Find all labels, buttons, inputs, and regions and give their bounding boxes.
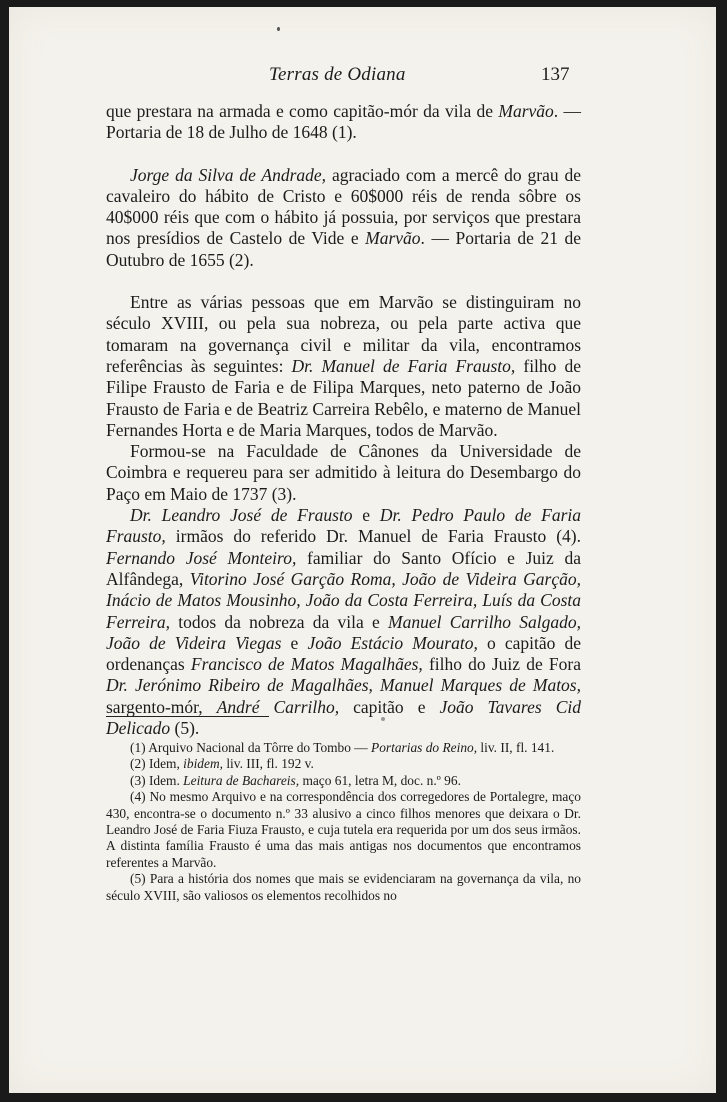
paragraph: [106, 441, 581, 505]
italic-run: João Tavares Cid Delicado: [106, 696, 581, 739]
paragraph-gap: [106, 271, 581, 292]
text-run: (4) No mesmo Arquivo e na correspondência dos corregedores de Portalegre, maço 430, encontra-se o documento n.º 33 alusivo a cinco filhos menores que deixara o Dr. Leandro José de Faria Fiuza Frausto, e cuja tutela era requerida por um dos seus irmãos. A distinta família Frausto é uma das mais antigas nos documentos que encontramos referentes a Marvão.: [106, 789, 581, 870]
text-run: capitão e: [339, 696, 440, 717]
italic-run: André Carrilho,: [216, 696, 340, 717]
page-header: [9, 64, 716, 90]
italic-run: Vitorino José Garção Roma, João de Videira Garção, Inácio de Matos Mousinho, João da Costa Ferreira, Luís da Costa Ferreira,: [106, 568, 581, 632]
italic-run: Portarias do Reino,: [371, 740, 478, 755]
footnote: [106, 773, 581, 789]
text-run: familiar do Santo Ofício e Juiz da Alfândega,: [106, 547, 581, 589]
footnote-divider: [106, 716, 269, 717]
footnote: [106, 789, 581, 871]
text-run: (3) Idem.: [130, 772, 184, 788]
italic-run: Francisco de Matos Magalhães,: [190, 654, 423, 675]
italic-run: Dr. Jerónimo Ribeiro de Magalhães, Manuel Marques de Matos,: [106, 675, 581, 696]
text-run: . — Portaria de 21 de Outubro de 1655 (2).: [106, 228, 581, 270]
text-run: (2) Idem,: [130, 756, 184, 772]
text-run: filho do Juiz de Fora: [422, 654, 581, 675]
footnote: [106, 756, 581, 772]
text-run: sargento-mór,: [106, 696, 217, 717]
paragraph: [106, 165, 581, 271]
italic-run: Dr. Pedro Paulo de Faria Frausto,: [106, 505, 581, 547]
italic-run: Manuel Carrilho Salgado, João de Videira Viegas: [106, 611, 581, 653]
book-page: [9, 7, 716, 1093]
text-run: e: [352, 505, 380, 526]
text-run: filho de Filipe Frausto de Faria e de Filipa Marques, neto paterno de João Frausto de Faria e de Beatriz Carreira Rebêlo, e materno de Manuel Fernandes Horta e de Maria Marques, todos de Marvão.: [106, 355, 581, 440]
main-text: [106, 101, 581, 739]
text-run: que prestara na armada e como capitão-mór da vila de: [106, 101, 499, 121]
italic-run: Dr. Leandro José de Frausto: [130, 505, 353, 526]
text-run: liv. III, fl. 192 v.: [222, 756, 314, 772]
italic-run: Dr. Manuel de Faria Frausto,: [291, 355, 516, 376]
text-run: agraciado com a mercê do grau de cavaleiro do hábito de Cristo e 60$000 réis de renda sôbre os 40$000 réis que com o hábito já possuia, por serviços que prestara nos presídios de Castelo de Vide e: [106, 164, 581, 249]
text-run: irmãos do referido Dr. Manuel de Faria Frausto (4).: [165, 526, 581, 547]
italic-run: João Estácio Mourato,: [307, 632, 478, 653]
text-run: o capitão de ordenanças: [106, 632, 582, 675]
text-run: liv. II, fl. 141.: [477, 740, 555, 755]
text-run: (5) Para a história dos nomes que mais se evidenciaram na governança da vila, no século XVIII, são valiosos os elementos recolhidos no: [106, 871, 581, 903]
text-run: (1) Arquivo Nacional da Tôrre do Tombo —: [130, 740, 372, 755]
paragraph: [106, 101, 581, 144]
text-run: (5).: [170, 718, 200, 739]
paragraph: [106, 292, 581, 441]
text-run: maço 61, letra M, doc. n.º 96.: [299, 772, 461, 788]
text-run: Entre as várias pessoas que em Marvão se distinguiram no século XVIII, ou pela sua nobreza, ou pela parte activa que tomaram na governança civil e militar da vila, encontramos referências às seguintes:: [106, 292, 581, 376]
text-run: e: [281, 632, 308, 653]
italic-run: Leitura de Bachareis,: [183, 772, 300, 788]
running-title: Terras de Odiana: [269, 64, 406, 85]
footnote: [106, 871, 581, 904]
paragraph: [106, 505, 581, 739]
italic-run: Jorge da Silva de Andrade,: [130, 164, 327, 185]
italic-run: Marvão: [498, 101, 554, 121]
text-run: . — Portaria de 18 de Julho de 1648 (1).: [106, 101, 581, 143]
footnotes: [106, 740, 581, 904]
ink-speck: [277, 27, 280, 31]
footnote: [106, 740, 581, 756]
text-run: todos da nobreza da vila e: [170, 611, 389, 632]
paragraph-gap: [106, 144, 581, 165]
italic-run: ibidem,: [183, 756, 223, 772]
italic-run: Fernando José Monteiro,: [106, 547, 297, 568]
italic-run: Marvão: [365, 228, 421, 249]
page-number: 137: [541, 64, 570, 85]
text-run: Formou-se na Faculdade de Cânones da Universidade de Coimbra e requereu para ser admitido à leitura do Desembargo do Paço em Maio de 1737 (3).: [106, 441, 581, 504]
